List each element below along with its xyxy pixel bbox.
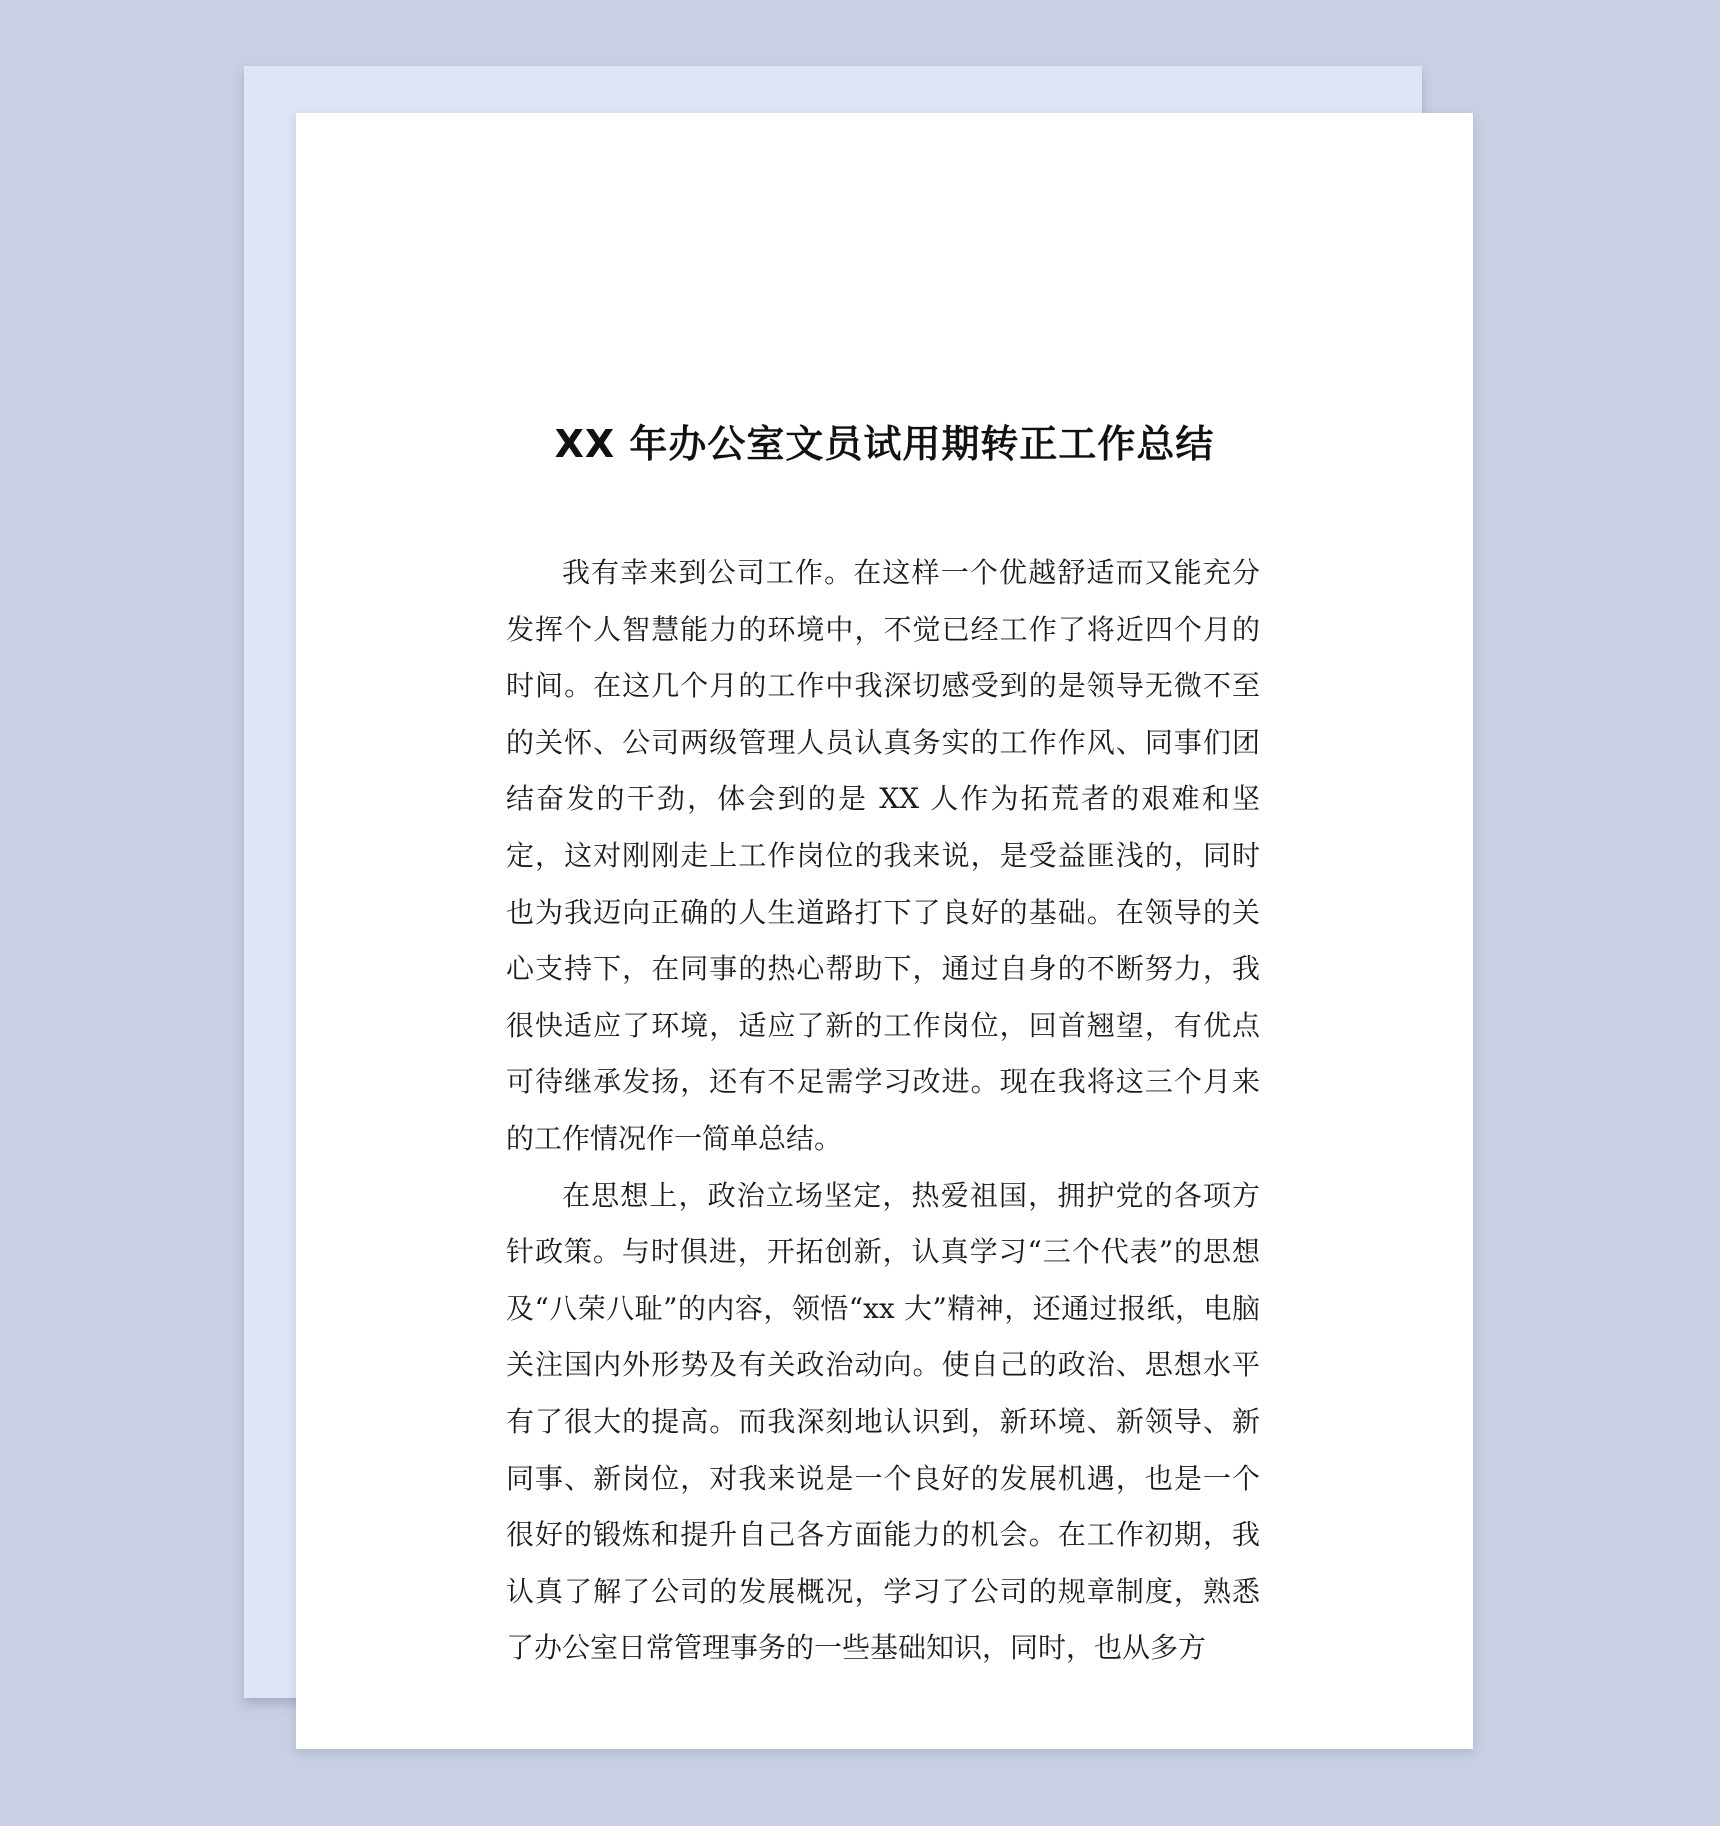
document-page (296, 113, 1473, 1749)
document-title: XX 年办公室文员试用期转正工作总结 (554, 422, 1215, 466)
document-body (506, 545, 1260, 1677)
paragraph-2: 在思想上，政治立场坚定，热爱祖国，拥护党的各项方针政策。与时俱进，开拓创新，认真学习“三个代表”的思想及“八荣八耻”的内容，领悟“xx 大”精神，还通过报纸，电脑关注国内外形势及有关政治动向。使自己的政治、思想水平有了很大的提高。而我深刻地认识到，新环境、新领导、新同事、新岗位，对我来说是一个良好的发展机遇，也是一个很好的锻炼和提升自己各方面能力的机会。在工作初期，我认真了解了公司的发展概况，学习了公司的规章制度，熟悉了办公室日常管理事务的一些基础知识，同时，也从多方 (506, 1178, 1260, 1665)
paragraph-1: 我有幸来到公司工作。在这样一个优越舒适而又能充分发挥个人智慧能力的环境中，不觉已经工作了将近四个月的时间。在这几个月的工作中我深切感受到的是领导无微不至的关怀、公司两级管理人员认真务实的工作作风、同事们团结奋发的干劲，体会到的是 XX 人作为拓荒者的艰难和坚定，这对刚刚走上工作岗位的我来说，是受益匪浅的，同时也为我迈向正确的人生道路打下了良好的基础。在领导的关心支持下，在同事的热心帮助下，通过自身的不断努力，我很快适应了环境，适应了新的工作岗位，回首翘望，有优点可待继承发扬，还有不足需学习改进。现在我将这三个月来的工作情况作一简单总结。 (506, 556, 1260, 1155)
